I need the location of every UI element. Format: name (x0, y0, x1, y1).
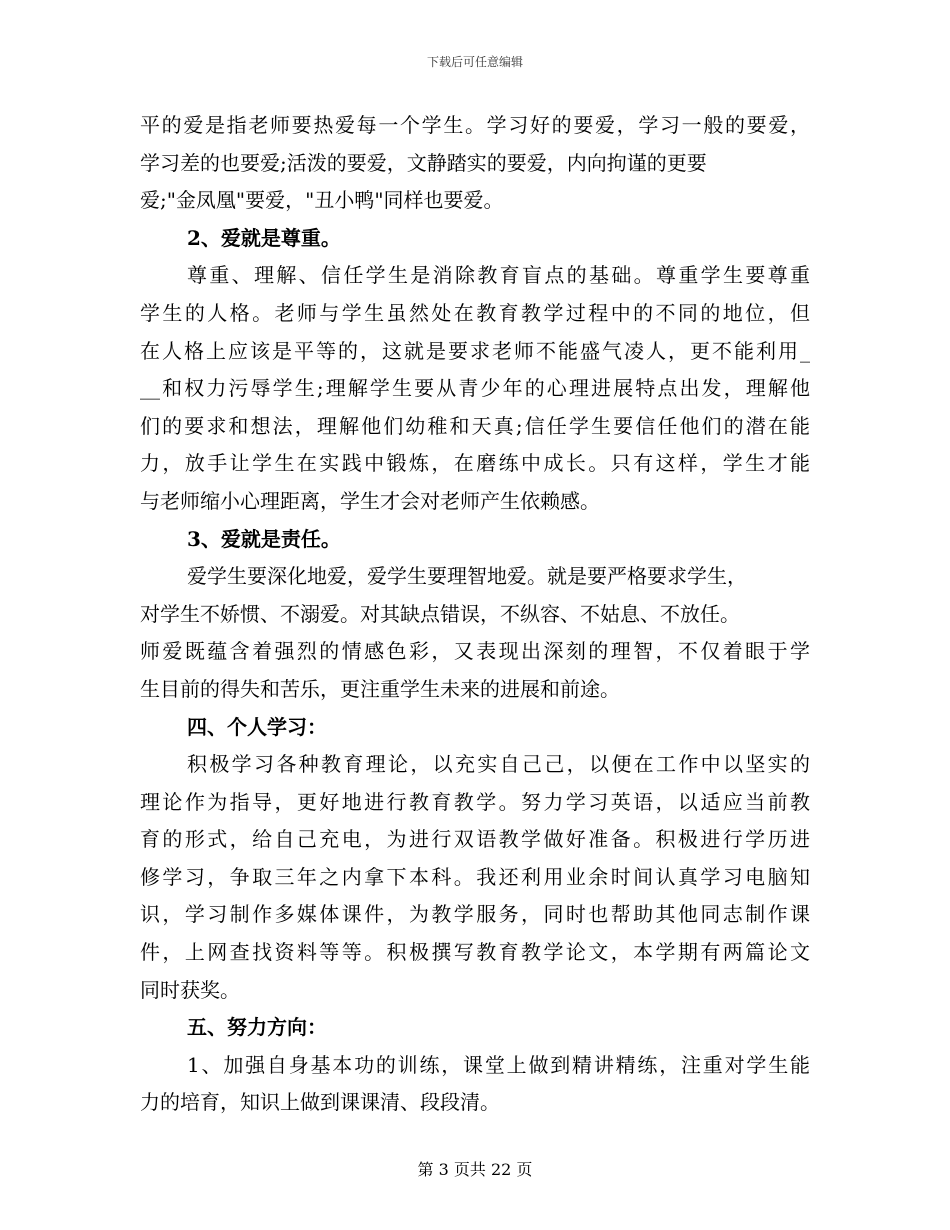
paragraph-line: 在人格上应该是平等的，这就是要求老师不能盛气凌人，更不能利用_ (140, 338, 810, 363)
paragraph-line: 学习差的也要爱;活泼的要爱，文静踏实的要爱，内向拘谨的更要 (140, 150, 707, 175)
paragraph-line: 生目前的得失和苦乐，更注重学生未来的进展和前途。 (140, 676, 620, 701)
paragraph-line: 同时获奖。 (140, 977, 240, 1002)
paragraph-line: __和权力污辱学生;理解学生要从青少年的心理进展特点出发，理解他 (140, 376, 810, 401)
paragraph-line: 们的要求和想法，理解他们幼稚和天真;信任学生要信任他们的潜在能 (140, 413, 810, 438)
page-number: 第 3 页共 22 页 (417, 1160, 533, 1179)
paragraph-line: 爱学生要深化地爱，爱学生要理智地爱。就是要严格要求学生， (187, 564, 747, 589)
section-heading: 五、努力方向： (187, 1015, 327, 1040)
paragraph-line: 力，放手让学生在实践中锻炼，在磨练中成长。只有这样，学生才能 (140, 451, 810, 476)
document-body (140, 107, 810, 1122)
paragraph-line: 学生的人格。老师与学生虽然处在教育教学过程中的不同的地位，但 (140, 300, 810, 325)
paragraph-line: 修学习，争取三年之内拿下本科。我还利用业余时间认真学习电脑知 (140, 864, 810, 889)
paragraph-line: 积极学习各种教育理论，以充实自己己，以便在工作中以坚实的 (187, 752, 810, 777)
paragraph-line: 平的爱是指老师要热爱每一个学生。学习好的要爱，学习一般的要爱， (140, 113, 810, 137)
paragraph-line: 对学生不娇惯、不溺爱。对其缺点错误，不纵容、不姑息、不放任。 (140, 601, 740, 626)
paragraph-line: 师爱既蕴含着强烈的情感色彩，又表现出深刻的理智，不仅着眼于学 (140, 639, 810, 664)
paragraph-line: 育的形式，给自己充电，为进行双语教学做好准备。积极进行学历进 (140, 827, 810, 852)
section-heading: 3、爱就是责任。 (187, 526, 341, 551)
paragraph-line: 理论作为指导，更好地进行教育教学。努力学习英语，以适应当前教 (140, 789, 810, 814)
paragraph-line: 力的培育，知识上做到课课清、段段清。 (140, 1090, 500, 1115)
paragraph-line: 件，上网查找资料等等。积极撰写教育教学论文，本学期有两篇论文 (140, 940, 810, 965)
section-heading: 2、爱就是尊重。 (187, 225, 341, 250)
paragraph-line: 1、加强自身基本功的训练，课堂上做到精讲精练，注重对学生能 (187, 1052, 810, 1077)
section-heading: 四、个人学习： (187, 714, 327, 739)
paragraph-line: 尊重、理解、信任学生是消除教育盲点的基础。尊重学生要尊重 (187, 263, 810, 288)
paragraph-line: 爱;"金凤凰"要爱，"丑小鸭"同样也要爱。 (140, 188, 504, 213)
paragraph-line: 与老师缩小心理距离，学生才会对老师产生依赖感。 (140, 488, 600, 513)
page-header: 下载后可任意编辑 (426, 55, 523, 69)
paragraph-line: 识，学习制作多媒体课件，为教学服务，同时也帮助其他同志制作课 (140, 902, 810, 927)
